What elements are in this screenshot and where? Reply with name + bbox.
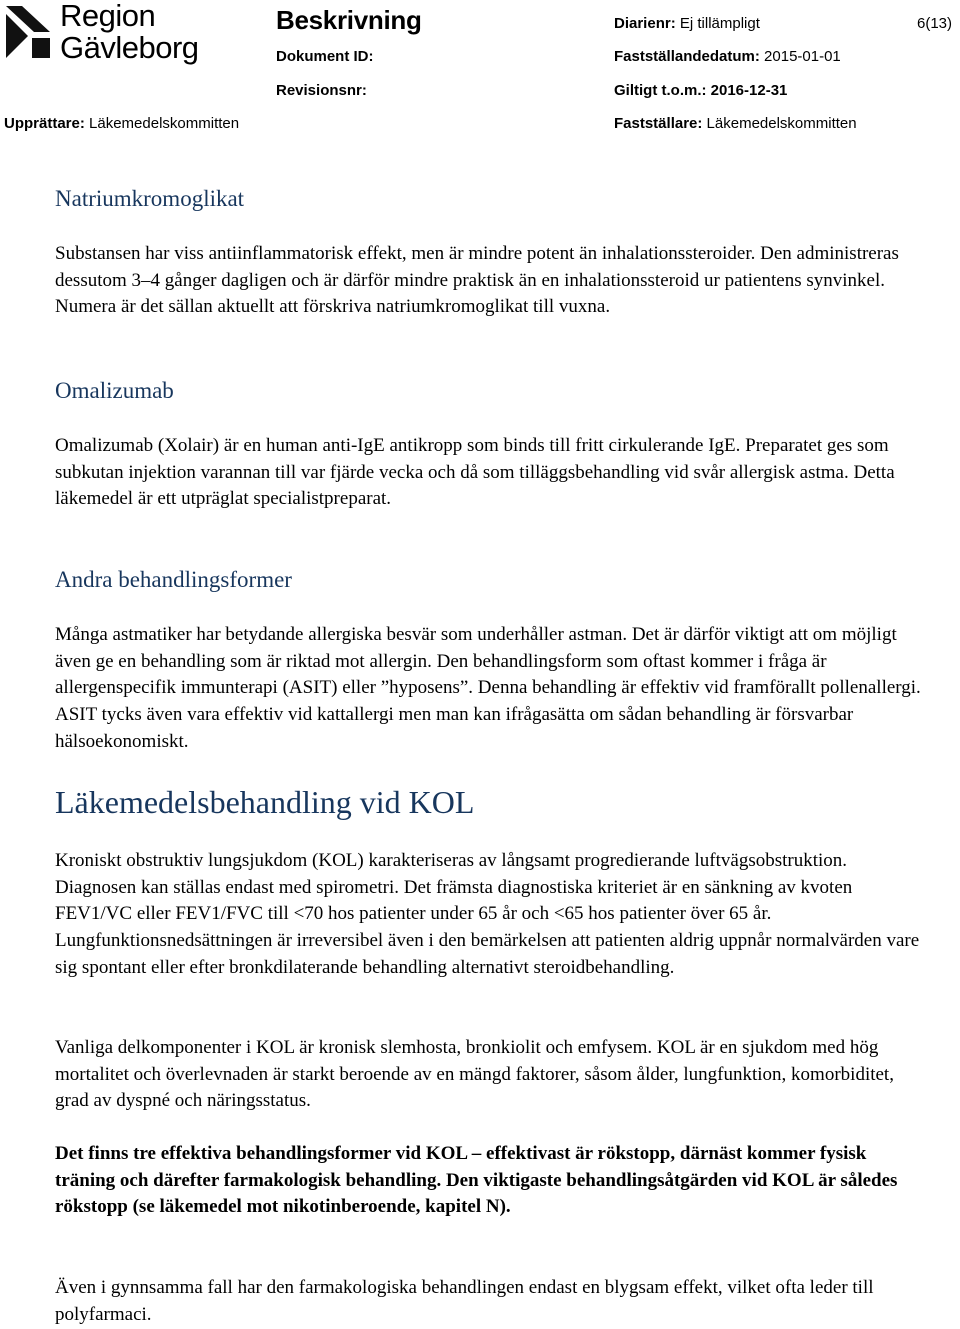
diarienr-label: Diarienr: xyxy=(614,15,676,32)
paragraph-andra-behandlingsformer: Många astmatiker har betydande allergiska besvär som underhåller astman. Det är därför viktigt att om möjligt även ge en behandling som är riktad mot allergin. Den behandlingsform som oftast kommer i fråga är allergenspecifik immunterapi (ASIT) eller ”hyposens”. Denna behandling är effektiv vid framförallt pollenallergi. ASIT tycks även vara effektiv vid kattallergi men man kan ifrågasätta om sådan behandling är försvarbar hälsoekonomiskt. xyxy=(55,624,921,752)
heading-kol: Läkemedelsbehandling vid KOL xyxy=(55,784,475,820)
diarienr-value: Ej tillämpligt xyxy=(679,15,760,32)
logo-mark-icon xyxy=(4,4,54,60)
faststallare-label: Fastställare: xyxy=(614,115,703,132)
upprattare-label: Upprättare: xyxy=(4,115,85,132)
page-number: 6(13) xyxy=(917,15,953,32)
heading-natriumkromoglikat: Natriumkromoglikat xyxy=(55,186,245,211)
faststallare xyxy=(614,115,857,132)
diarienr xyxy=(614,15,760,32)
paragraph-natriumkromoglikat: Substansen har viss antiinflammatorisk effekt, men är mindre potent än inhalationssteroider. Den administreras dessutom 3–4 gånger dagligen och är därför mindre praktisk än en inhalationssteroid ur patientens synvinkel. Numera är det sällan aktuellt att förskriva natriumkromoglikat till vuxna. xyxy=(55,243,899,318)
revisionsnr-label: Revisionsnr: xyxy=(276,82,367,99)
giltigt-label: Giltigt t.o.m.: xyxy=(614,82,707,99)
paragraph-omalizumab: Omalizumab (Xolair) är en human anti-IgE antikropp som binds till fritt cirkulerande IgE. Preparatet ges som subkutan injektion varannan till var fjärde vecka och då som tilläggsbehandling vid svår allergisk astma. Detta läkemedel är ett utpräglat specialistpreparat. xyxy=(55,435,895,510)
faststallandedatum xyxy=(614,48,841,65)
giltigt-value: 2016-12-31 xyxy=(710,82,788,99)
faststallare-value: Läkemedelskommitten xyxy=(706,115,857,132)
giltigt xyxy=(614,82,787,99)
dokument-id-label: Dokument ID: xyxy=(276,48,374,65)
paragraph-kol-1: Kroniskt obstruktiv lungsjukdom (KOL) karakteriseras av långsamt progredierande luftvägsobstruktion. Diagnosen kan ställas endast med spirometri. Det främsta diagnostiska kriteriet är en sänkning av kvoten FEV1/VC eller FEV1/FVC till <70 hos patienter under 65 år och <65 hos patienter över 65 år. Lungfunktionsnedsättningen är irreversibel även i den bemärkelsen att patienten aldrig uppnår normalvärden vare sig spontant eller efter bronkdilaterande behandling alternativt steroidbehandling. xyxy=(55,850,920,978)
heading-omalizumab: Omalizumab xyxy=(55,378,174,403)
paragraph-kol-2: Vanliga delkomponenter i KOL är kronisk slemhosta, bronkiolit och emfysem. KOL är en sjukdom med hög mortalitet och överlevnaden är starkt beroende av en mängd faktorer, såsom ålder, lungfunktion, komorbiditet, grad av dyspné och näringsstatus. xyxy=(55,1037,894,1112)
logo-line-1: Region xyxy=(60,0,156,33)
region-gavleborg-logo xyxy=(0,0,215,70)
paragraph-kol-4: Även i gynnsamma fall har den farmakologiska behandlingen endast en blygsam effekt, vilket ofta leder till polyfarmaci. xyxy=(55,1277,874,1325)
logo-line-2: Gävleborg xyxy=(60,30,199,65)
heading-andra-behandlingsformer: Andra behandlingsformer xyxy=(55,567,292,592)
document-title: Beskrivning xyxy=(276,5,422,35)
faststallandedatum-label: Fastställandedatum: xyxy=(614,48,760,65)
paragraph-kol-3: Det finns tre effektiva behandlingsformer vid KOL – effektivast är rökstopp, därnäst kommer fysisk träning och därefter farmakologisk behandling. Den viktigaste behandlingsåtgärden vid KOL är således rökstopp (se läkemedel mot nikotinberoende, kapitel N). xyxy=(55,1143,898,1218)
upprattare xyxy=(4,115,239,132)
upprattare-value: Läkemedelskommitten xyxy=(89,115,240,132)
faststallandedatum-value: 2015-01-01 xyxy=(764,48,841,65)
